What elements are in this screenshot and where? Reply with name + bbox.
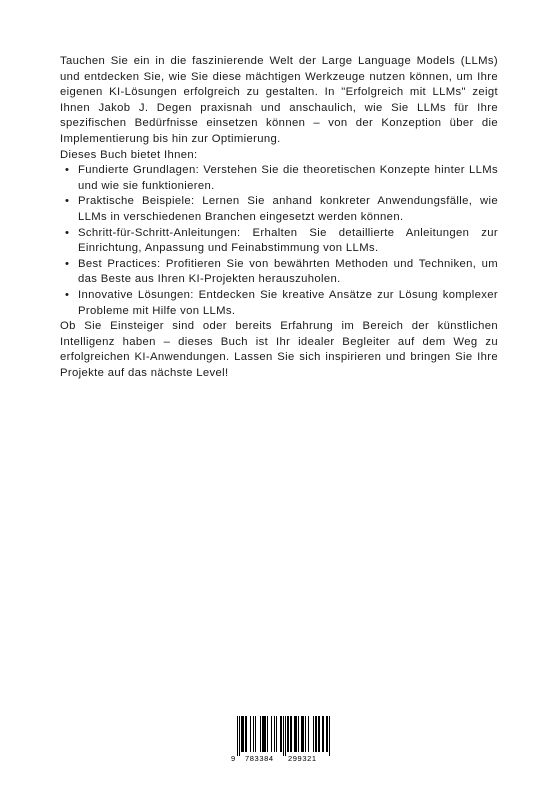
barcode-bar	[276, 716, 277, 752]
bullet-icon: •	[65, 288, 70, 301]
barcode-group-right: 299321	[288, 754, 317, 763]
feature-text: Fundierte Grundlagen: Verstehen Sie die theoretischen Konzepte hinter LLMs und wie sie funktionieren.	[78, 164, 498, 192]
feature-text: Innovative Lösungen: Entdecken Sie kreative Ansätze zur Lösung komplexer Probleme mit Hilfe von LLMs.	[78, 288, 498, 317]
list-item	[61, 257, 498, 288]
list-item	[61, 226, 498, 257]
barcode-bar	[241, 716, 242, 752]
bullet-icon: •	[65, 257, 70, 270]
barcode-bar	[265, 716, 266, 752]
isbn-barcode	[229, 714, 331, 764]
barcode-bar	[283, 716, 284, 756]
barcode-bar	[271, 716, 272, 752]
barcode-bar	[326, 716, 327, 752]
barcode-bar	[263, 716, 264, 752]
barcode-bar	[267, 716, 268, 752]
barcode-bar	[246, 716, 247, 752]
barcode-bar	[302, 716, 303, 752]
barcode-bar	[318, 716, 319, 752]
barcode-bar	[305, 716, 306, 752]
barcode-bar	[329, 716, 330, 756]
barcode-bar	[253, 716, 254, 752]
barcode-bar	[291, 716, 292, 752]
barcode-bar	[288, 716, 289, 752]
barcode-bar	[264, 716, 265, 752]
barcode-digit-first: 9	[231, 754, 236, 763]
barcode-bar	[243, 716, 244, 752]
bullet-icon: •	[65, 226, 70, 239]
list-item	[61, 194, 498, 225]
feature-text: Best Practices: Profitieren Sie von bewährten Methoden und Techniken, um das Beste aus Ihren KI-Projekten herauszuholen.	[78, 257, 498, 286]
barcode-icon	[229, 714, 331, 764]
barcode-bar	[319, 716, 320, 752]
feature-text: Schritt-für-Schritt-Anleitungen: Erhalten Sie detaillierte Anleitungen zur Einrichtung, Anpassung und Feinabstimmung von LLMs.	[78, 226, 498, 255]
back-cover-text	[60, 54, 498, 381]
barcode-bar	[237, 716, 238, 756]
barcode-bar	[323, 716, 324, 752]
barcode-bar	[255, 716, 256, 752]
barcode-bar	[239, 716, 240, 756]
barcode-bar	[294, 716, 295, 752]
barcode-bar	[298, 716, 299, 752]
barcode-bar	[313, 716, 314, 752]
feature-text: Praktische Beispiele: Lernen Sie anhand konkreter Anwendungsfälle, wie LLMs in verschiedenen Branchen eingesetzt werden können.	[78, 195, 498, 223]
barcode-bar	[296, 716, 297, 752]
barcode-bar	[315, 716, 316, 752]
list-item	[61, 288, 498, 319]
barcode-bar	[250, 716, 251, 752]
barcode-bar	[327, 716, 328, 752]
list-item	[61, 163, 498, 194]
barcode-bar	[301, 716, 302, 752]
barcode-bar	[280, 716, 281, 752]
barcode-bar	[281, 716, 282, 752]
barcode-bar	[285, 716, 286, 756]
closing-paragraph: Ob Sie Einsteiger sind oder bereits Erfahrung im Bereich der künstlichen Intelligenz haben – dieses Buch ist Ihr idealer Begleiter auf dem Weg zu erfolgreichen KI-Anwendungen. Lassen Sie sich inspirieren und bringen Sie Ihre Projekte auf das nächste Level!	[60, 320, 498, 379]
barcode-bar	[242, 716, 243, 752]
bullet-icon: •	[65, 195, 70, 208]
barcode-bar	[322, 716, 323, 752]
feature-list	[60, 163, 498, 319]
barcode-bar	[274, 716, 275, 752]
barcode-bar	[295, 716, 296, 752]
barcode-bar	[303, 716, 304, 752]
barcode-bar	[262, 716, 263, 752]
barcode-bar	[260, 716, 261, 752]
barcode-group-left: 783384	[245, 754, 274, 763]
barcode-bar	[245, 716, 246, 752]
barcode-bar	[287, 716, 288, 752]
barcode-bar	[290, 716, 291, 752]
intro-paragraph: Tauchen Sie ein in die faszinierende Welt der Large Language Models (LLMs) und entdecken Sie, wie Sie diese mächtigen Werkzeuge nutzen können, um Ihre eigenen KI-Lösungen erfolgreich zu gestalten. In "Erfolgreich mit LLMs" zeigt Ihnen Jakob J. Degen praxisnah und anschaulich, wie Sie LLMs für Ihre spezifischen Bedürfnisse einsetzen können – von der Konzeption über die Implementierung bis hin zur Optimierung.	[60, 55, 498, 145]
list-heading: Dieses Buch bietet Ihnen:	[60, 148, 198, 161]
barcode-bar	[308, 716, 309, 752]
bullet-icon: •	[65, 164, 70, 177]
barcode-bar	[316, 716, 317, 752]
